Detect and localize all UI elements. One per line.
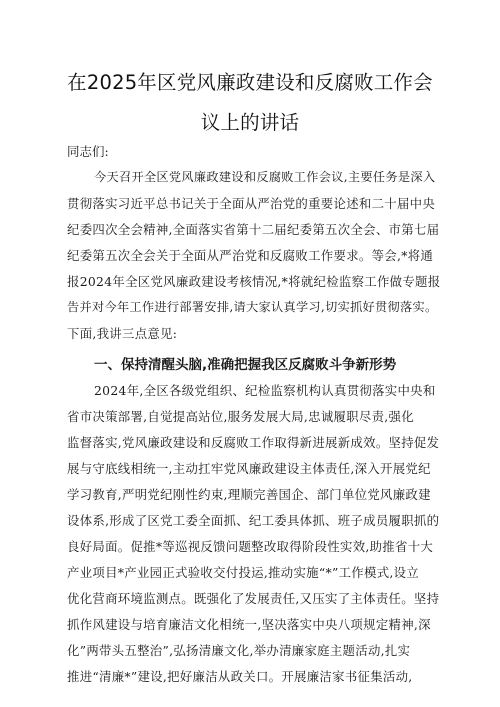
section-heading-1: 一、保持清醒头脑,准确把握我区反腐败斗争新形势 [94, 357, 397, 373]
intro-line: 纪委四次全会精神,全面落实省第十二届纪委第五次全会、市第七届 [67, 222, 440, 237]
intro-line: 下面,我讲三点意见: [67, 326, 178, 341]
body-line: 设体系,形成了区党工委全面抓、纪工委具体抓、班子成员履职抓的 [67, 513, 440, 528]
intro-line: 告并对今年工作进行部署安排,请大家认真学习,切实抓好贯彻落实。 [67, 300, 438, 314]
body-line: 优化营商环境监测点。既强化了发展责任,又压实了主体责任。坚持 [67, 591, 440, 606]
intro-line: 贯彻落实习近平总书记关于全面从严治党的重要论述和二十届中央 [67, 196, 436, 211]
body-line: 省市决策部署,自觉提高站位,服务发展大局,忠诚履职尽责,强化 [67, 409, 414, 424]
body-line: 2024年,全区各级党组织、纪检监察机构认真贯彻落实中央和 [94, 383, 436, 398]
body-line: 产业项目*产业园正式验收交付投运,推动实施“*”工作模式,设立 [67, 565, 420, 580]
intro-line: 今天召开全区党风廉政建设和反腐败工作会议,主要任务是深入 [94, 170, 436, 184]
body-line: 学习教育,严明党纪刚性约束,理顺完善国企、部门单位党风廉政建 [67, 487, 431, 502]
body-line: 展与守底线相统一,主动扛牢党风廉政建设主体责任,深入开展党纪 [67, 461, 431, 476]
body-line: 抓作风建设与培育廉洁文化相统一,坚决落实中央八项规定精神,深 [67, 617, 431, 632]
document-title-line-2: 议上的讲话 [200, 111, 300, 134]
intro-line: 报2024年全区党风廉政建设考核情况,*将就纪检监察工作做专题报 [67, 274, 441, 289]
intro-line: 纪委第五次全会关于全面从严治党和反腐败工作要求。等会,*将通 [67, 248, 434, 263]
body-line: 良好局面。促推*等巡视反馈问题整改取得阶段性实效,助推省十大 [67, 539, 434, 554]
document-title-line-1: 在2025年区党风廉政建设和反腐败工作会 [67, 71, 433, 94]
body-line: 监督落实,党风廉政建设和反腐败工作取得新进展新成效。坚持促发 [67, 435, 440, 450]
greeting: 同志们: [67, 144, 109, 159]
body-line: 化”两带头五整治”,弘扬清廉文化,举办清廉家庭主题活动,扎实 [67, 643, 411, 658]
body-line: 推进“清廉*”建设,把好廉洁从政关口。开展廉洁家书征集活动, [67, 669, 413, 684]
